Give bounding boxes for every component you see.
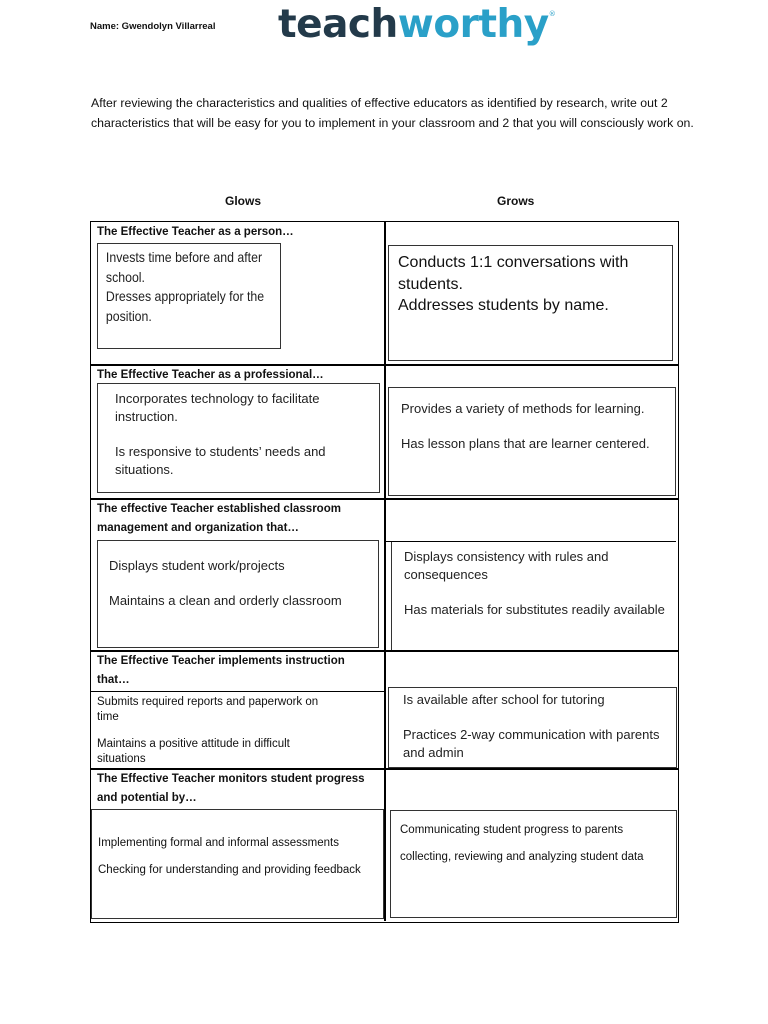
grows-box-person bbox=[388, 245, 673, 361]
glows-box-professional bbox=[97, 383, 380, 493]
glow-item: Maintains a clean and orderly classroom bbox=[109, 593, 342, 608]
grows-box-management bbox=[391, 542, 674, 650]
section-heading-person: The Effective Teacher as a person… bbox=[97, 226, 294, 238]
section-heading-management: The effective Teacher established classroom management and organization that… bbox=[97, 503, 341, 534]
glow-item: Implementing formal and informal assessments bbox=[98, 837, 339, 849]
logo-trademark: ® bbox=[548, 10, 556, 18]
glows-box-instruction bbox=[97, 695, 379, 767]
grow-item: Is available after school for tutoring bbox=[403, 692, 605, 707]
table-column-divider bbox=[384, 222, 386, 921]
grow-item: Provides a variety of methods for learning. bbox=[401, 401, 645, 416]
glow-item: Is responsive to students’ needs and situations. bbox=[115, 444, 326, 477]
student-name: Name: Gwendolyn Villarreal bbox=[90, 21, 216, 32]
glow-item: Maintains a positive attitude in difficult situations bbox=[97, 738, 290, 765]
glows-box-monitoring bbox=[91, 809, 384, 919]
glows-box-person bbox=[97, 243, 281, 349]
glow-item: Incorporates technology to facilitate instruction. bbox=[115, 391, 320, 424]
grow-item: Addresses students by name. bbox=[398, 297, 609, 314]
teachworthy-logo bbox=[278, 2, 555, 47]
grow-item: Displays consistency with rules and consequences bbox=[404, 549, 609, 582]
logo-text-worthy: worthy bbox=[397, 2, 549, 47]
section-heading-instruction: The Effective Teacher implements instruction that… bbox=[97, 655, 345, 686]
grows-box-monitoring bbox=[390, 810, 677, 918]
glow-item: Checking for understanding and providing feedback bbox=[98, 864, 361, 876]
glows-box-management bbox=[97, 540, 379, 648]
glow-item: Dresses appropriately for the position. bbox=[105, 288, 265, 324]
glow-item: Displays student work/projects bbox=[109, 558, 285, 573]
grow-item: Practices 2-way communication with parents and admin bbox=[403, 727, 660, 760]
column-header-glows: Glows bbox=[225, 194, 262, 208]
column-header-grows: Grows bbox=[497, 194, 535, 208]
logo-text-teach: teach bbox=[278, 2, 398, 47]
grow-item: Communicating student progress to parents bbox=[400, 824, 624, 836]
section-heading-professional: The Effective Teacher as a professional… bbox=[97, 369, 324, 381]
glow-item: Submits required reports and paperwork on time bbox=[97, 696, 319, 723]
grow-item: Has lesson plans that are learner centered. bbox=[401, 436, 650, 451]
grows-box-professional bbox=[388, 387, 676, 496]
grow-item: collecting, reviewing and analyzing student data bbox=[400, 851, 644, 863]
grow-item: Has materials for substitutes readily available bbox=[404, 602, 665, 617]
section-heading-monitoring: The Effective Teacher monitors student progress and potential by… bbox=[97, 773, 365, 804]
glow-item: Invests time before and after school. bbox=[105, 249, 263, 285]
grow-item: Conducts 1:1 conversations with students. bbox=[398, 254, 629, 293]
instructions-text: After reviewing the characteristics and qualities of effective educators as identified by research, write out 2 characteristics that will be easy for you to implement in your classroom and 2 that you will consciously work on. bbox=[91, 96, 694, 130]
box-top-line bbox=[91, 691, 384, 692]
grows-box-instruction bbox=[388, 687, 677, 768]
